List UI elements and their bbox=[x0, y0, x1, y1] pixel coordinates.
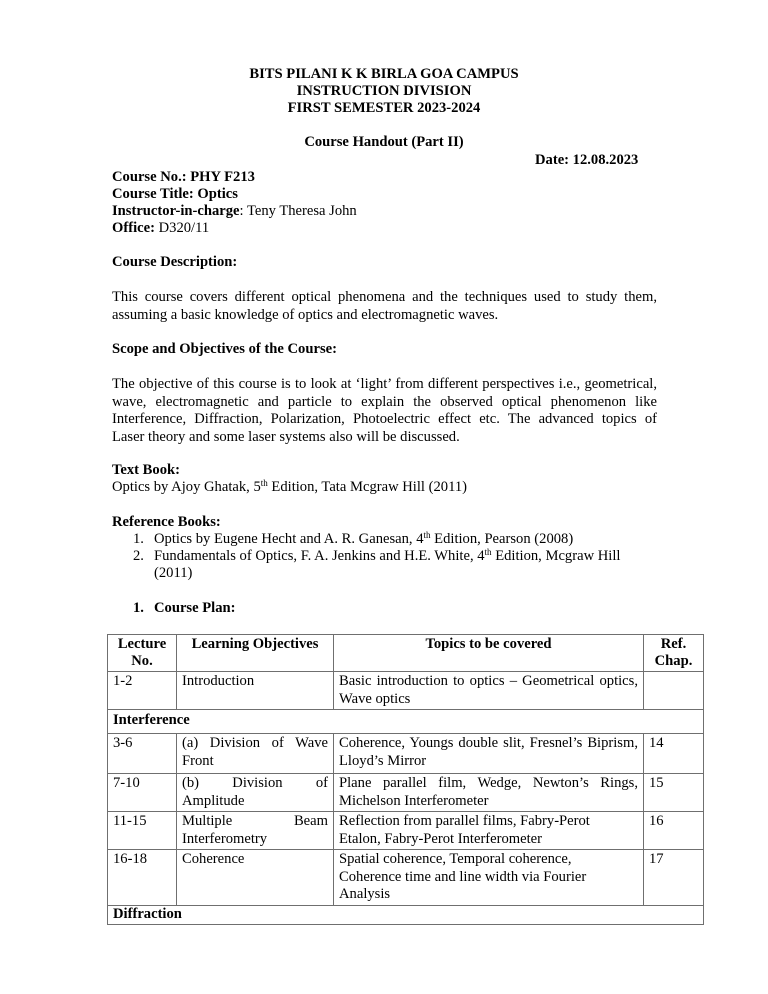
ref-cell: 15 bbox=[644, 774, 704, 812]
column-header-topics: Topics to be covered bbox=[334, 635, 644, 672]
table-row bbox=[108, 850, 704, 906]
institution-name: BITS PILANI K K BIRLA GOA CAMPUS bbox=[249, 66, 519, 82]
description-line: assuming a basic knowledge of optics and electromagnetic waves. bbox=[112, 306, 499, 323]
lecture-cell: 3-6 bbox=[108, 734, 177, 774]
scope-line: Laser theory and some laser systems also will be discussed. bbox=[112, 428, 460, 445]
course-number: Course No.: PHY F213 bbox=[112, 169, 255, 185]
handout-title: Course Handout (Part II) bbox=[304, 134, 464, 150]
description-paragraph bbox=[112, 289, 657, 324]
scope-line: wave, electromagnetic and particle to explain the observed optical phenomenon like bbox=[112, 393, 657, 410]
ref-cell: 14 bbox=[644, 734, 704, 774]
section-label: Diffraction bbox=[108, 905, 704, 925]
course-plan-number: 1. bbox=[133, 600, 144, 616]
instructor-line bbox=[112, 203, 357, 220]
scope-heading: Scope and Objectives of the Course: bbox=[112, 341, 337, 357]
reference-item-2 bbox=[133, 548, 620, 565]
table-row bbox=[108, 672, 704, 710]
objective-cell: Multiple Beam Interferometry bbox=[177, 812, 334, 850]
scope-line: Interference, Diffraction, Polarization, Photoelectric effect etc. The advanced topics of bbox=[112, 411, 657, 427]
ref-cell bbox=[644, 672, 704, 710]
objective-cell: Introduction bbox=[177, 672, 334, 710]
textbook-superscript: th bbox=[260, 478, 268, 488]
textbook-heading: Text Book: bbox=[112, 462, 180, 478]
textbook-text: Edition, Tata Mcgraw Hill (2011) bbox=[267, 479, 467, 495]
topics-cell: Reflection from parallel films, Fabry-Perot Etalon, Fabry-Perot Interferometer bbox=[334, 812, 644, 850]
description-heading: Course Description: bbox=[112, 254, 238, 270]
reference-text: Edition, Mcgraw Hill bbox=[491, 548, 621, 564]
instructor-label: Instructor-in-charge bbox=[112, 203, 240, 219]
topics-cell: Coherence, Youngs double slit, Fresnel’s Biprism, Lloyd’s Mirror bbox=[334, 734, 644, 774]
lecture-cell: 11-15 bbox=[108, 812, 177, 850]
textbook-entry bbox=[112, 479, 467, 496]
topics-cell: Basic introduction to optics – Geometrical optics, Wave optics bbox=[334, 672, 644, 710]
objective-cell: Coherence bbox=[177, 850, 334, 906]
ref-cell: 16 bbox=[644, 812, 704, 850]
objective-cell: (b) Division of Amplitude bbox=[177, 774, 334, 812]
reference-number: 2. bbox=[133, 548, 144, 564]
objective-cell: (a) Division of Wave Front bbox=[177, 734, 334, 774]
reference-number: 1. bbox=[133, 531, 144, 547]
reference-item-1 bbox=[133, 531, 573, 548]
instructor-name: : Teny Theresa John bbox=[239, 203, 357, 219]
division-name: INSTRUCTION DIVISION bbox=[296, 83, 472, 99]
table-row bbox=[108, 812, 704, 850]
reference-text: Optics by Eugene Hecht and A. R. Ganesan, 4 bbox=[154, 531, 424, 547]
office-value: D320/11 bbox=[154, 220, 210, 236]
handout-date: Date: 12.08.2023 bbox=[535, 152, 639, 168]
office-label: Office: bbox=[112, 220, 155, 236]
description-line: This course covers different optical phenomena and the techniques used to study them, bbox=[112, 289, 657, 305]
course-plan-table bbox=[107, 634, 704, 925]
topics-cell: Plane parallel film, Wedge, Newton’s Rings, Michelson Interferometer bbox=[334, 774, 644, 812]
column-header-ref: Ref. Chap. bbox=[644, 635, 704, 672]
column-header-objectives: Learning Objectives bbox=[177, 635, 334, 672]
reference-text: Fundamentals of Optics, F. A. Jenkins and H.E. White, 4 bbox=[154, 548, 485, 564]
semester-title: FIRST SEMESTER 2023-2024 bbox=[287, 100, 481, 116]
lecture-cell: 7-10 bbox=[108, 774, 177, 812]
section-row-interference bbox=[108, 710, 704, 734]
section-label: Interference bbox=[108, 710, 704, 734]
textbook-text: Optics by Ajoy Ghatak, 5 bbox=[112, 479, 261, 495]
table-row bbox=[108, 734, 704, 774]
table-row bbox=[108, 774, 704, 812]
reference-superscript: th bbox=[423, 530, 431, 540]
lecture-cell: 16-18 bbox=[108, 850, 177, 906]
section-row-diffraction bbox=[108, 905, 704, 925]
course-plan-heading bbox=[133, 600, 235, 617]
reference-superscript: th bbox=[484, 547, 492, 557]
course-plan-title: Course Plan: bbox=[154, 600, 236, 616]
scope-line: The objective of this course is to look at ‘light’ from different perspectives i.e., geometrical, bbox=[112, 376, 657, 392]
ref-cell: 17 bbox=[644, 850, 704, 906]
table-header-row bbox=[108, 635, 704, 672]
reference-heading: Reference Books: bbox=[112, 514, 221, 530]
reference-text: Edition, Pearson (2008) bbox=[430, 531, 574, 547]
office-line bbox=[112, 220, 209, 237]
column-header-lecture: Lecture No. bbox=[108, 635, 177, 672]
reference-item-2-continuation: (2011) bbox=[154, 565, 193, 581]
course-title: Course Title: Optics bbox=[112, 186, 238, 202]
lecture-cell: 1-2 bbox=[108, 672, 177, 710]
topics-cell: Spatial coherence, Temporal coherence, Coherence time and line width via Fourier Analysis bbox=[334, 850, 644, 906]
scope-paragraph bbox=[112, 376, 657, 446]
